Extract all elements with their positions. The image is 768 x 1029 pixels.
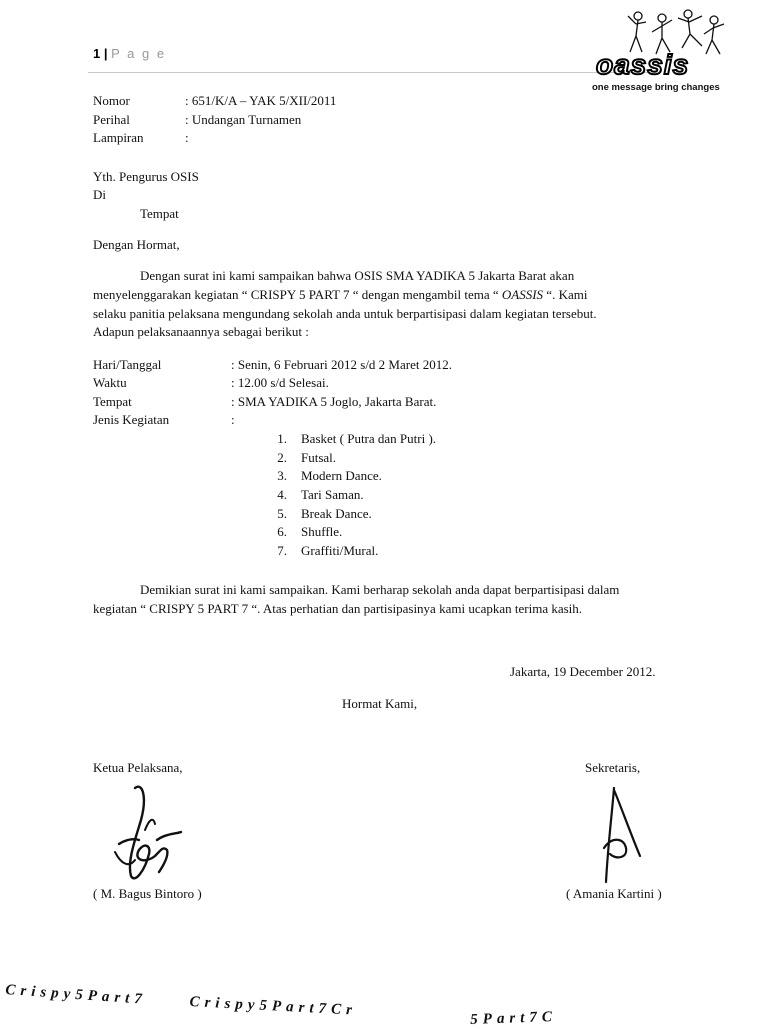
activity-number: 2. [277,450,287,465]
meta-value: : Undangan Turnamen [185,112,302,127]
intro-line: selaku panitia pelaksana mengundang sekolah anda untuk berpartisipasi dalam kegiatan tersebut. [93,306,597,321]
meta-value: : [185,130,189,145]
activity-number: 6. [277,524,287,539]
logo-wordmark: oassis [596,49,690,80]
meta-label: Perihal [93,112,130,127]
watermark-text: Crispy5Part7Cr [189,994,358,1019]
detail-label: Jenis Kegiatan [93,412,170,427]
activity-text: Modern Dance. [301,468,382,483]
detail-label: Waktu [93,375,127,390]
watermark-text: 5Part7C [470,1008,558,1028]
intro-line [93,286,587,305]
activity-text: Break Dance. [301,506,372,521]
meta-label: Lampiran [93,130,144,145]
page-header [93,46,166,61]
detail-value: : Senin, 6 Februari 2012 s/d 2 Maret 2012. [231,357,452,372]
intro-line: Adapun pelaksanaannya sebagai berikut : [93,324,309,339]
activity-number: 7. [277,543,287,558]
right-signature [592,784,647,889]
detail-label: Tempat [93,394,132,409]
detail-value: : SMA YADIKA 5 Joglo, Jakarta Barat. [231,394,437,409]
recipient-line: Di [93,187,106,202]
recipient-line: Yth. Pengurus OSIS [93,169,199,184]
activity-number: 1. [277,431,287,446]
closing-line: kegiatan “ CRISPY 5 PART 7 “. Atas perhatian dan partisipasinya kami ucapkan terima kasih. [93,601,583,616]
right-signatory-name: ( Amania Kartini ) [566,886,662,901]
activity-text: Tari Saman. [301,487,364,502]
detail-value: : [231,412,235,427]
page-word: P a g e [111,46,167,61]
recipient-line: Tempat [140,206,179,221]
header-divider [88,72,648,73]
activity-text: Basket ( Putra dan Putri ). [301,431,437,446]
theme-name: OASSIS [501,287,544,302]
closing-line: Demikian surat ini kami sampaikan. Kami berharap sekolah anda dapat berpartisipasi dalam [140,582,620,597]
meta-value: : 651/K/A – YAK 5/XII/2011 [185,93,337,108]
activity-number: 3. [277,468,287,483]
intro-line: Dengan surat ini kami sampaikan bahwa OSIS SMA YADIKA 5 Jakarta Barat akan [140,268,575,283]
page-separator: | [103,46,108,61]
activity-number: 5. [277,506,287,521]
left-signatory-name: ( M. Bagus Bintoro ) [93,886,202,901]
activity-text: Graffiti/Mural. [301,543,379,558]
activity-text: Shuffle. [301,524,343,539]
logo-tagline: one message bring changes [592,82,720,93]
intro-text: “. Kami [543,287,588,302]
activity-text: Futsal. [301,450,337,465]
right-signatory-title: Sekretaris, [585,760,641,775]
left-signature [105,780,190,890]
greeting: Dengan Hormat, [93,237,180,252]
watermark-text: Crispy5Part7 [4,982,148,1008]
intro-text: menyelenggarakan kegiatan “ CRISPY 5 PART 7 “ dengan mengambil tema “ [93,287,502,302]
meta-label: Nomor [93,93,130,108]
regards: Hormat Kami, [342,696,418,711]
detail-label: Hari/Tanggal [93,357,162,372]
left-signatory-title: Ketua Pelaksana, [93,760,183,775]
detail-value: : 12.00 s/d Selesai. [231,375,329,390]
page-number: 1 [93,46,101,61]
place-date: Jakarta, 19 December 2012. [510,664,656,679]
activity-number: 4. [277,487,287,502]
